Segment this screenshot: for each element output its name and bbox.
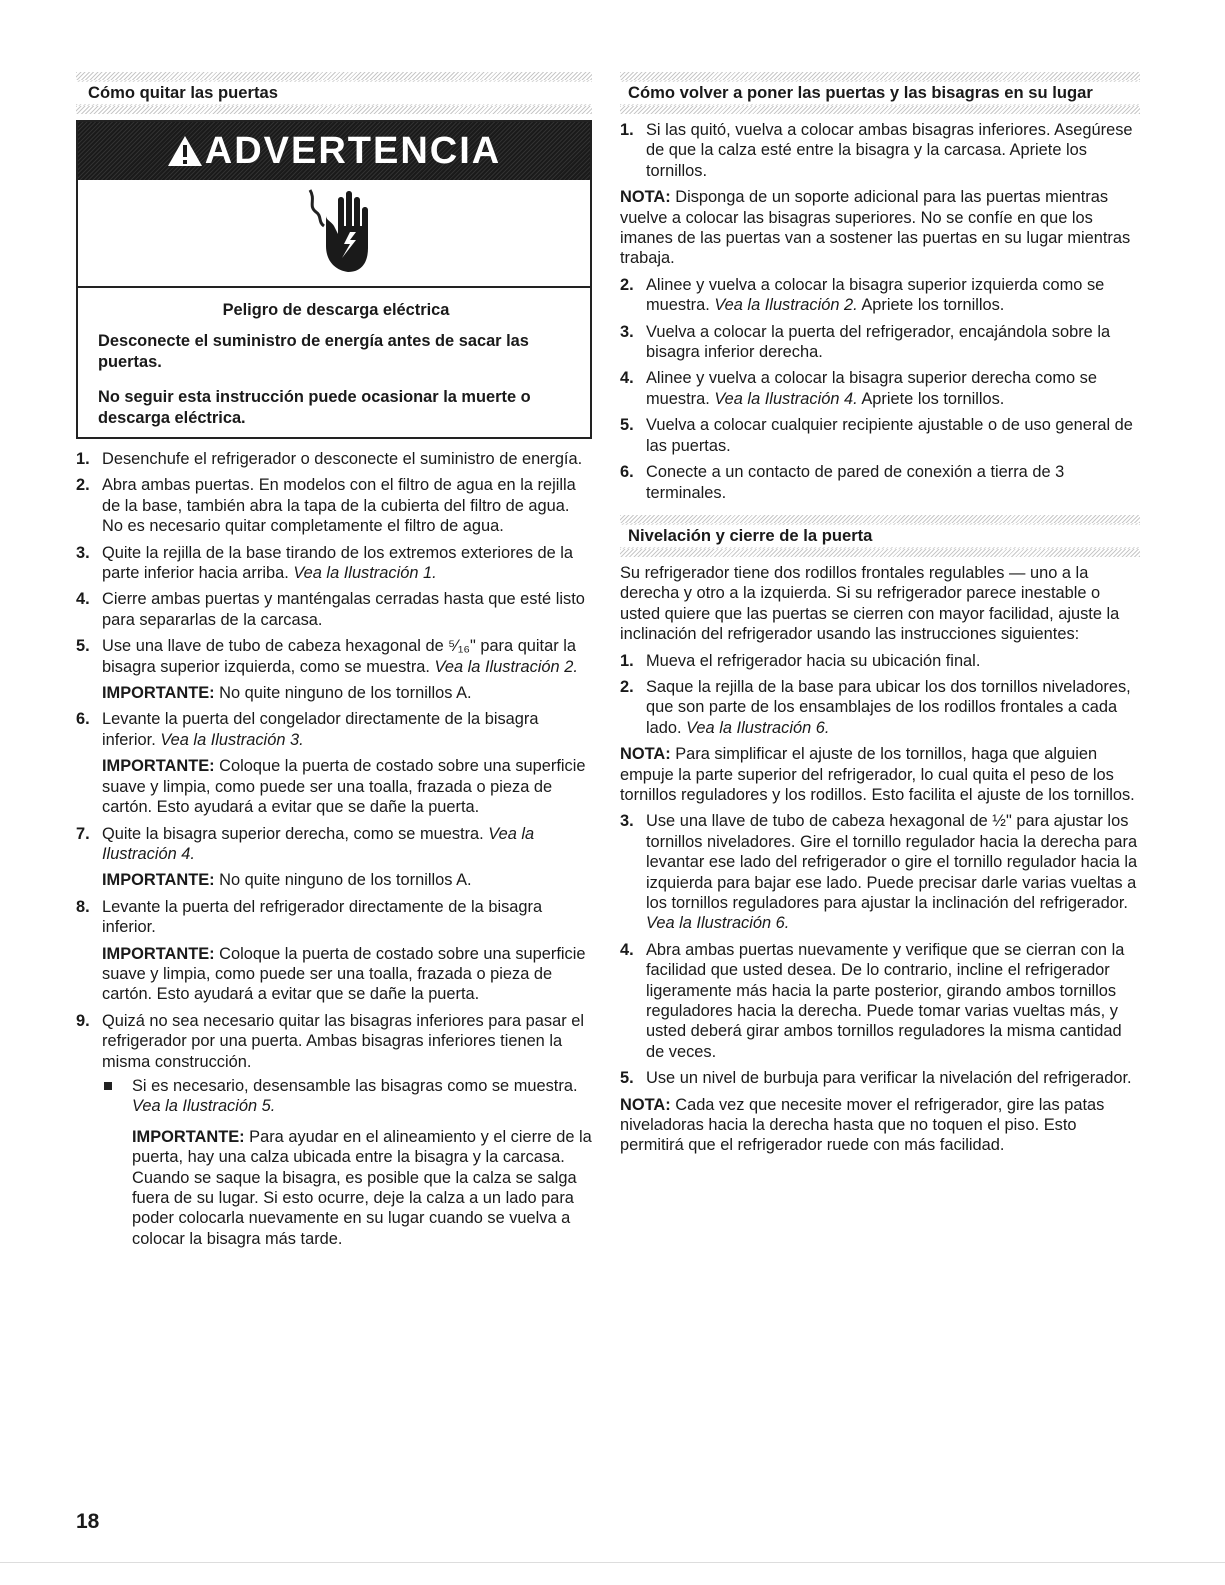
step-number: 2. (76, 476, 90, 495)
electric-shock-hand-icon (304, 186, 374, 278)
important-text: Coloque la puerta de costado sobre una superficie suave y limpia, como puede ser una toalla, frazada o pieza de cartón. Esto ayudará a evitar que se dañe la puerta. (102, 944, 586, 1004)
step-text: Saque la rejilla de la base para ubicar los dos tornillos niveladores, que son parte de los ensamblajes de los rodillos frontales a cada lado. (646, 677, 1131, 737)
note-text: Disponga de un soporte adicional para las puertas mientras vuelve a colocar las bisagras superiores. No se confíe en que los imanes de las puertas van a sostener las puertas en su lugar mientras trabaja. (620, 188, 1131, 268)
step-text: Abra ambas puertas nuevamente y verifique que se cierran con la facilidad que usted desea. De lo contrario, incline el refrigerador ligeramente más hacia la parte posterior, girando ambos tornillos reguladores hacia la derecha. Puede tomar varias vueltas más, y usted deberá girar ambos tornillos reguladores la misma cantidad de veces. (646, 940, 1125, 1061)
warning-body (78, 288, 590, 437)
important-label: IMPORTANTE: (102, 684, 215, 703)
important-label: IMPORTANTE: (132, 1127, 245, 1146)
step-number: 1. (620, 121, 634, 139)
step-number: 5. (620, 416, 634, 435)
step-text: Quite la rejilla de la base tirando de los extremos exteriores de la parte inferior hacia arriba. (102, 543, 574, 583)
step-text: Levante la puerta del refrigerador directamente de la bisagra inferior. (102, 897, 543, 937)
list-item (620, 940, 1140, 1062)
warning-banner-text: ADVERTENCIA (204, 130, 502, 172)
step-text: Desenchufe el refrigerador o desconecte el suministro de energía. (102, 450, 583, 468)
warning-box (76, 120, 592, 439)
note-text: Para simplificar el ajuste de los tornillos, haga que alguien empuje la parte superior del refrigerador, lo cual quita el peso de los tornillos reguladores y los rodillos. Esto facilita el ajuste de los tornillos. (620, 745, 1135, 804)
step-number: 5. (620, 1069, 634, 1088)
step-number: 6. (76, 710, 90, 729)
list-item (620, 651, 1140, 671)
list-item (76, 475, 592, 536)
note-paragraph (620, 744, 1140, 805)
step-number: 5. (76, 637, 90, 656)
step-text: Levante la puerta del congelador directamente de la bisagra inferior. (102, 710, 539, 749)
list-item (76, 824, 592, 891)
important-label: IMPORTANTE: (102, 871, 215, 890)
list-item (76, 636, 592, 703)
step-number: 7. (76, 824, 90, 843)
important-note (102, 756, 592, 817)
important-note (132, 1127, 592, 1249)
illustration-ref: Vea la Ilustración 5. (132, 1097, 276, 1116)
left-column (76, 72, 592, 1255)
step-text: Abra ambas puertas. En modelos con el filtro de agua en la rejilla de la base, también abra la tapa de la cubierta del filtro de agua. No es necesario quitar completamente el filtro de agua. (102, 476, 576, 536)
page-number: 18 (76, 1510, 100, 1533)
step-text: Use una llave de tubo de cabeza hexagonal de ⁵⁄₁₆" para quitar la bisagra superior izquierda, como se muestra. (102, 637, 576, 676)
section-title: Cómo quitar las puertas (76, 82, 592, 104)
note-paragraph (620, 1095, 1140, 1156)
step-number: 9. (76, 1011, 90, 1030)
list-item (76, 543, 592, 584)
section-title: Nivelación y cierre de la puerta (620, 525, 1140, 547)
important-note (102, 870, 592, 890)
leveling-steps-b (620, 811, 1140, 1088)
warning-line-1: Desconecte el suministro de energía antes de sacar las puertas. (98, 332, 529, 371)
list-item (76, 1011, 592, 1249)
step-text: Vuelva a colocar la puerta del refrigerador, encajándola sobre la bisagra inferior derecha. (646, 322, 1111, 362)
note-text: Cada vez que necesite mover el refrigerador, gire las patas niveladoras hacia la derecha hasta que no toquen el piso. Esto permitirá que el refrigerador ruede con más facilidad. (620, 1095, 1105, 1155)
illustration-ref: Vea la Ilustración 4. (714, 389, 858, 408)
step-text-after: Apriete los tornillos. (857, 296, 1005, 315)
note-paragraph (620, 187, 1140, 269)
list-item (620, 1068, 1140, 1088)
bullet-text: Si es necesario, desensamble las bisagras como se muestra. (132, 1076, 578, 1095)
remove-doors-steps (76, 449, 592, 1249)
note-label: NOTA: (620, 745, 671, 764)
illustration-ref: Vea la Ilustración 4. (102, 824, 535, 863)
list-item (620, 415, 1140, 456)
step-number: 4. (620, 369, 634, 388)
step-number: 3. (620, 812, 634, 831)
list-item (620, 677, 1140, 738)
step-number: 2. (620, 677, 634, 696)
step-text: Alinee y vuelva a colocar la bisagra superior izquierda como se muestra. (646, 275, 1105, 315)
hazard-title: Peligro de descarga eléctrica (222, 301, 450, 319)
step-number: 4. (620, 940, 634, 959)
step-number: 3. (620, 322, 634, 341)
step-text: Si las quitó, vuelva a colocar ambas bisagras inferiores. Asegúrese de que la calza esté entre la bisagra y la carcasa. Apriete los tornillos. (646, 121, 1133, 180)
section-header-remove-doors (76, 72, 592, 114)
step-number: 3. (76, 543, 90, 562)
step-number: 8. (76, 897, 90, 916)
section-header-leveling (620, 515, 1140, 557)
step-text: Mueva el refrigerador hacia su ubicación final. (646, 651, 981, 670)
note-label: NOTA: (620, 1095, 671, 1114)
step-number: 6. (620, 463, 634, 482)
illustration-ref: Vea la Ilustración 1. (293, 564, 437, 583)
step-text: Use un nivel de burbuja para verificar la nivelación del refrigerador. (646, 1069, 1132, 1088)
list-item (620, 322, 1140, 363)
important-text: No quite ninguno de los tornillos A. (214, 684, 472, 703)
right-column (620, 72, 1140, 1162)
illustration-ref: Vea la Ilustración 6. (686, 718, 830, 737)
step-text: Use una llave de tubo de cabeza hexagonal de ½" para ajustar los tornillos niveladores. Gire el tornillo regulador hacia la derecha para levantar ese lado del refrigerador o gire el tornillo regulador hacia la izquierda para bajar ese lado. Puede precisar darle varias vueltas a los tornillos reguladores para ajustar la inclinación del refrigerador. (646, 812, 1138, 912)
warning-banner (78, 122, 590, 180)
list-item (76, 897, 592, 1005)
warning-line-2: No seguir esta instrucción puede ocasionar la muerte o descarga eléctrica. (98, 388, 531, 427)
list-item (620, 368, 1140, 409)
illustration-ref: Vea la Ilustración 3. (160, 730, 304, 749)
leveling-steps-a (620, 651, 1140, 739)
step-text: Vuelva a colocar cualquier recipiente ajustable o de uso general de las puertas. (646, 416, 1133, 455)
step-number: 2. (620, 275, 634, 294)
list-item (620, 462, 1140, 503)
illustration-ref: Vea la Ilustración 2. (714, 296, 858, 315)
important-note (102, 944, 592, 1005)
step-number: 1. (76, 450, 90, 468)
important-label: IMPORTANTE: (102, 944, 215, 963)
section-header-reinstall-doors (620, 72, 1140, 114)
warning-top (78, 122, 590, 288)
illustration-ref: Vea la Ilustración 6. (646, 914, 790, 933)
list-item (76, 449, 592, 469)
step-text: Conecte a un contacto de pared de conexión a tierra de 3 terminales. (646, 463, 1065, 502)
step-text: Quizá no sea necesario quitar las bisagras inferiores para pasar el refrigerador por una puerta. Ambas bisagras inferiores tienen la misma construcción. (102, 1011, 584, 1071)
step-text-after: Apriete los tornillos. (857, 389, 1005, 408)
warning-triangle-icon (167, 135, 203, 167)
step-text: Cierre ambas puertas y manténgalas cerradas hasta que esté listo para separarlas de la carcasa. (102, 590, 585, 629)
step-number: 1. (620, 651, 634, 670)
step-number: 4. (76, 590, 90, 609)
important-text: Coloque la puerta de costado sobre una superficie suave y limpia, como puede ser una toalla, frazada o pieza de cartón. Esto ayudará a evitar que se dañe la puerta. (102, 757, 586, 817)
important-text: No quite ninguno de los tornillos A. (214, 871, 472, 890)
important-note (102, 683, 592, 703)
list-item (620, 120, 1140, 181)
important-label: IMPORTANTE: (102, 757, 215, 776)
list-item (620, 275, 1140, 316)
reinstall-steps-a (620, 120, 1140, 181)
section-title: Cómo volver a poner las puertas y las bisagras en su lugar (620, 82, 1140, 104)
note-label: NOTA: (620, 188, 671, 207)
list-item (76, 589, 592, 630)
step-text: Quite la bisagra superior derecha, como se muestra. (102, 824, 489, 843)
list-item (76, 709, 592, 817)
bullet-square-icon (104, 1082, 112, 1090)
step-text: Alinee y vuelva a colocar la bisagra superior derecha como se muestra. (646, 369, 1097, 408)
illustration-ref: Vea la Ilustración 2. (434, 657, 578, 676)
important-text: Para ayudar en el alineamiento y el cierre de la puerta, hay una calza ubicada entre la bisagra y la carcasa. Cuando se saque la bisagra, es posible que la calza se salga fuera de su lugar. Si esto ocurre, deje la calza a un lado para poder colocarla nuevamente en su lugar cuando se vuelva a colocar la bisagra más tarde. (132, 1127, 592, 1248)
list-item (620, 811, 1140, 933)
reinstall-steps-b (620, 275, 1140, 503)
leveling-intro: Su refrigerador tiene dos rodillos frontales regulables — uno a la derecha y otro a la izquierda. Si su refrigerador parece inestable o usted quiere que las puertas se cierren con mayor facilidad, ajuste la inclinación del refrigerador usando las instrucciones siguientes: (620, 563, 1120, 644)
bullet-item (102, 1076, 592, 1249)
footer-divider (0, 1562, 1225, 1563)
